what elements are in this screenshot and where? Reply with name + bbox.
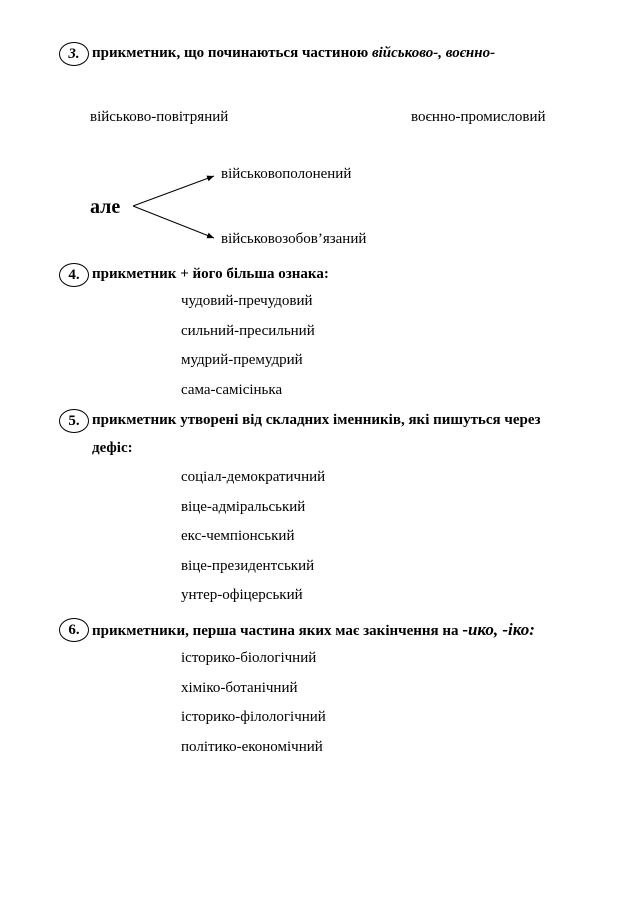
- branch-top-word: військовополонений: [221, 166, 352, 182]
- list-item: соціал-демократичний: [181, 469, 326, 485]
- list-item: чудовий-пречудовий: [181, 293, 313, 309]
- list-item: історико-філологічний: [181, 709, 326, 725]
- section-5-heading-line2: дефіс:: [92, 440, 133, 456]
- section-6-heading-emphasis: -ико, -іко:: [462, 620, 535, 639]
- arrow-top: [133, 176, 214, 206]
- but-word: але: [90, 196, 121, 218]
- list-item: політико-економічний: [181, 738, 323, 755]
- section-5-list: [181, 463, 325, 611]
- list-item: хіміко-ботанічний: [181, 679, 298, 696]
- section-4-heading: прикметник + його більша ознака:: [92, 266, 329, 282]
- list-item: сама-самісінька: [181, 381, 283, 398]
- list-item: віце-адміральський: [181, 498, 306, 515]
- section-6-number: 6.: [59, 618, 89, 642]
- section-6-heading-text: прикметники, перша частина яких має закінчення на: [92, 623, 463, 639]
- list-item: екс-чемпіонський: [181, 528, 295, 544]
- example-left: військово-повітряний: [90, 109, 229, 125]
- section-3-number: 3.: [59, 42, 89, 66]
- section-3-heading-emphasis: військово-, воєнно-: [371, 45, 496, 61]
- section-4-list: [181, 287, 315, 405]
- list-item: мудрий-премудрий: [181, 352, 303, 368]
- section-6-list: [181, 644, 326, 762]
- list-item: історико-біологічний: [181, 650, 317, 666]
- section-3-heading-text: прикметник, що починаються частиною: [92, 45, 372, 61]
- section-6-heading: [92, 620, 535, 640]
- example-right: воєнно-промисловий: [411, 109, 546, 125]
- list-item: сильний-пресильний: [181, 322, 315, 339]
- branch-bottom-word: військовозобов’язаний: [221, 231, 367, 247]
- list-item: віце-президентський: [181, 557, 315, 574]
- list-item: унтер-офіцерський: [181, 587, 303, 603]
- section-5-heading-line1: прикметник утворені від складних іменників, які пишуться через: [92, 412, 541, 428]
- section-5-number: 5.: [59, 409, 89, 433]
- arrow-bottom: [133, 206, 214, 238]
- section-4-number: 4.: [59, 263, 89, 287]
